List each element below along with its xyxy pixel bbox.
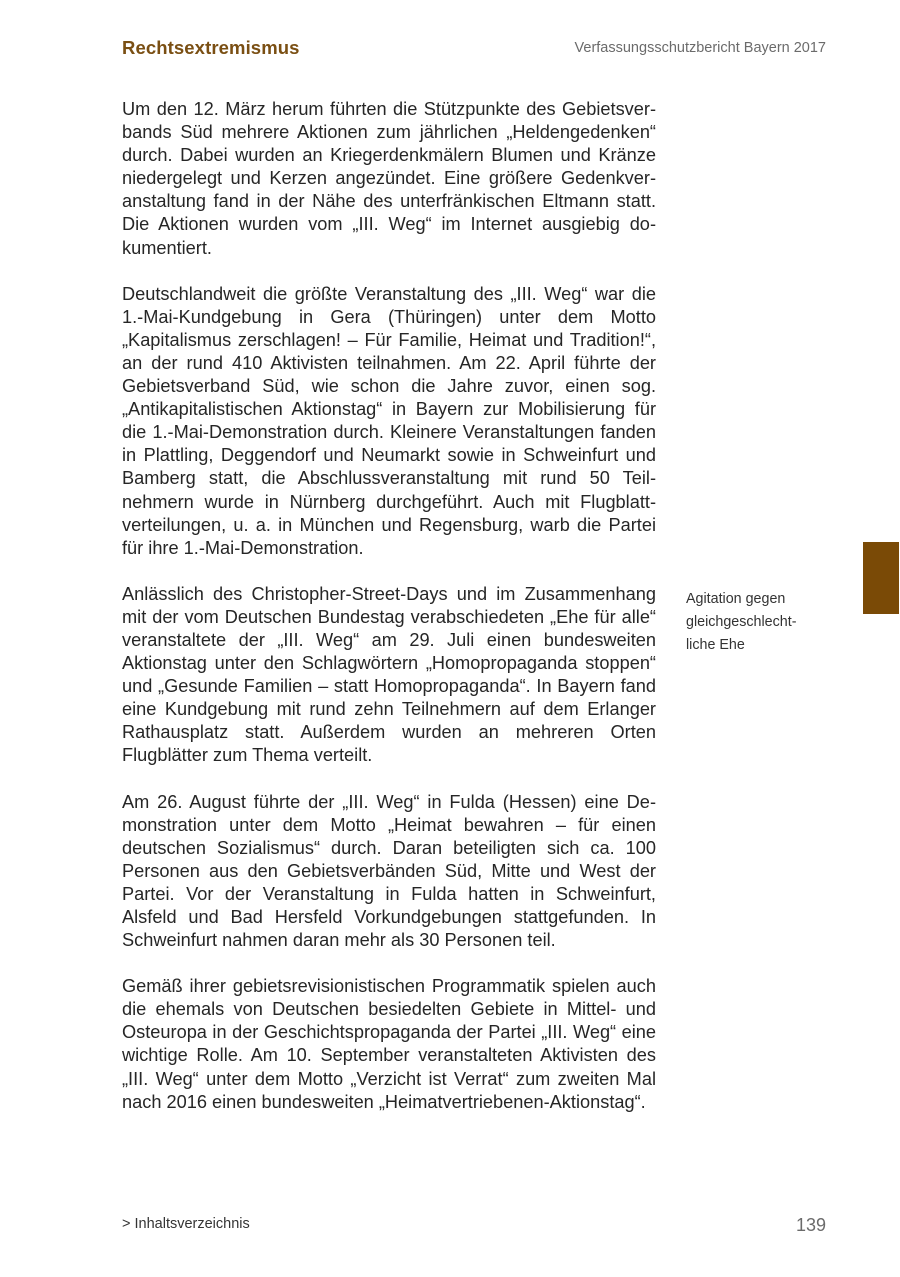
page-number: 139 — [795, 1215, 826, 1235]
chapter-tab-marker — [863, 542, 899, 614]
paragraph-heldengedenken: Um den 12. März herum führten die Stützpunkte des Gebietsverbands Süd mehrere Aktionen zum jährlichen „Heldengedenken“ durch. Dabei wurden an Kriegerdenkmälern Blumen und Kränze niedergelegt und Kerzen angezündet. Eine größere Gedenkveranstaltung fand in der Nähe des unterfränkischen Eltmann statt. Die Aktionen wurden vom „III. Weg“ im Internet ausgiebig dokumentiert. — [122, 99, 656, 258]
table-of-contents-link[interactable]: > Inhaltsverzeichnis — [122, 1216, 250, 1232]
margin-note-line: liche Ehe — [686, 637, 745, 653]
paragraph-fulda-demonstration: Am 26. August führte der „III. Weg“ in Fulda (Hessen) eine Demonstration unter dem Motto „Heimat bewahren – für einen deutschen Sozialismus“ durch. Daran beteiligten sich ca. 100 Personen aus den Gebietsverbänden Süd, Mitte und West der Partei. Vor der Veranstaltung in Fulda hatten in Schweinfurt, Alsfeld und Bad Hersfeld Vorkundgebungen stattgefunden. In Schweinfurt nahmen daran mehr als 30 Personen teil. — [122, 791, 656, 951]
margin-note-line: gleichgeschlecht- — [686, 614, 797, 630]
margin-note — [686, 588, 816, 657]
publication-title: Verfassungsschutzbericht Bayern 2017 — [574, 40, 826, 56]
margin-note-line: Agitation gegen — [686, 591, 786, 607]
main-text — [122, 98, 656, 1114]
paragraph-mai-kundgebung: Deutschlandweit die größte Veranstaltung des „III. Weg“ war die 1.-Mai-Kundgebung in Gera (Thüringen) unter dem Motto „Kapitalismus zerschlagen! – Für Familie, Heimat und Tradition!“, an der rund 410 Aktivisten teilnahmen. Am 22. April führte der Gebietsverband Süd, wie schon die Jahre zuvor, einen sog. „Antikapitalistischen Aktionstag“ in Bayern zur Mobilisierung für die 1.-Mai-Demonstration durch. Kleinere Veranstaltungen fanden in Plattling, Deggendorf und Neumarkt sowie in Schweinfurt und Bamberg statt, die Abschlussveranstaltung mit rund 50 Teilnehmern wurde in Nürnberg durchgeführt. Auch mit Flugblattverteilungen, u. a. in München und Regensburg, warb die Partei für ihre 1.-Mai-Demonstration. — [122, 283, 656, 558]
paragraph-heimatvertriebenen: Gemäß ihrer gebietsrevisionistischen Programmatik spielen auch die ehemals von Deutschen besiedelten Gebiete in Mittel- und Osteuropa in der Geschichtspropaganda der Partei „III. Weg“ eine wichtige Rolle. Am 10. September veranstalteten Aktivisten des „III. Weg“ unter dem Motto „Verzicht ist Verrat“ zum zweiten Mal nach 2016 einen bundesweiten „Heimatvertriebenen-Aktionstag“. — [122, 976, 656, 1112]
section-title: Rechtsextremismus — [122, 37, 300, 58]
paragraph-christopher-street-day: Anlässlich des Christopher-Street-Days und im Zusammenhang mit der vom Deutschen Bundestag verabschiedeten „Ehe für alle“ veranstaltete der „III. Weg“ am 29. Juli einen bundesweiten Aktionstag unter den Schlagwörtern „Homopropaganda stoppen“ und „Gesunde Familien – statt Homopropaganda“. In Bayern fand eine Kundgebung mit rund zehn Teilnehmern auf dem Erlanger Rathausplatz statt. Außerdem wurden an mehreren Orten Flugblätter zum Thema verteilt. — [122, 583, 656, 766]
